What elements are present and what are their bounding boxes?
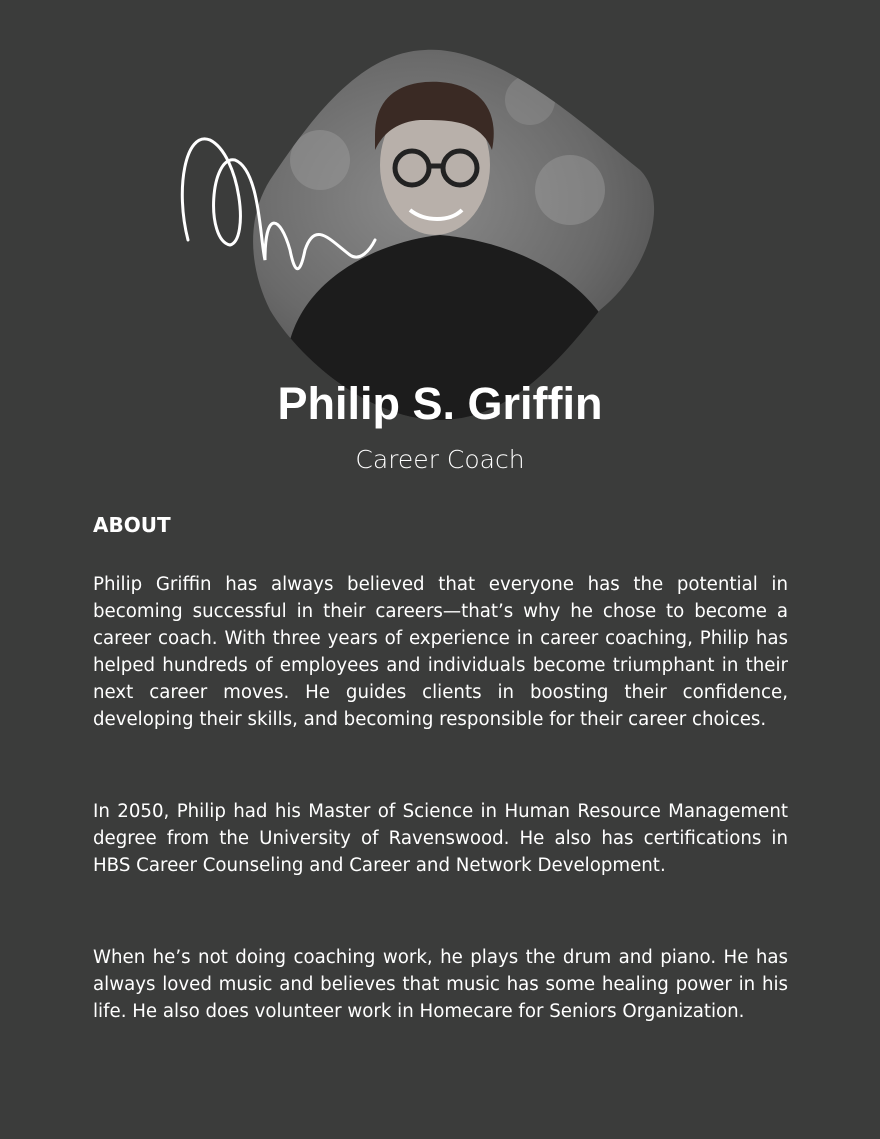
profile-name: Philip S. Griffin xyxy=(277,378,603,429)
about-paragraph: In 2050, Philip had his Master of Science in Human Resource Management degree from the University of Ravenswood. He also has certifications in HBS Career Counseling and Career and Network Development. xyxy=(93,801,788,876)
about-paragraph: When he’s not doing coaching work, he plays the drum and piano. He has always loved music and believes that music has some healing power in his life. He also does volunteer work in Homecare for Seniors Organization. xyxy=(93,947,788,1022)
about-paragraph: Philip Griffin has always believed that everyone has the potential in becoming successful in their careers—that’s why he chose to become a career coach. With three years of experience in career coaching, Philip has helped hundreds of employees and individuals become triumphant in their next career moves. He guides clients in boosting their confidence, developing their skills, and becoming responsible for their career choices. xyxy=(93,574,788,730)
profile-title: Career Coach xyxy=(355,445,525,474)
about-heading: ABOUT xyxy=(93,513,171,537)
